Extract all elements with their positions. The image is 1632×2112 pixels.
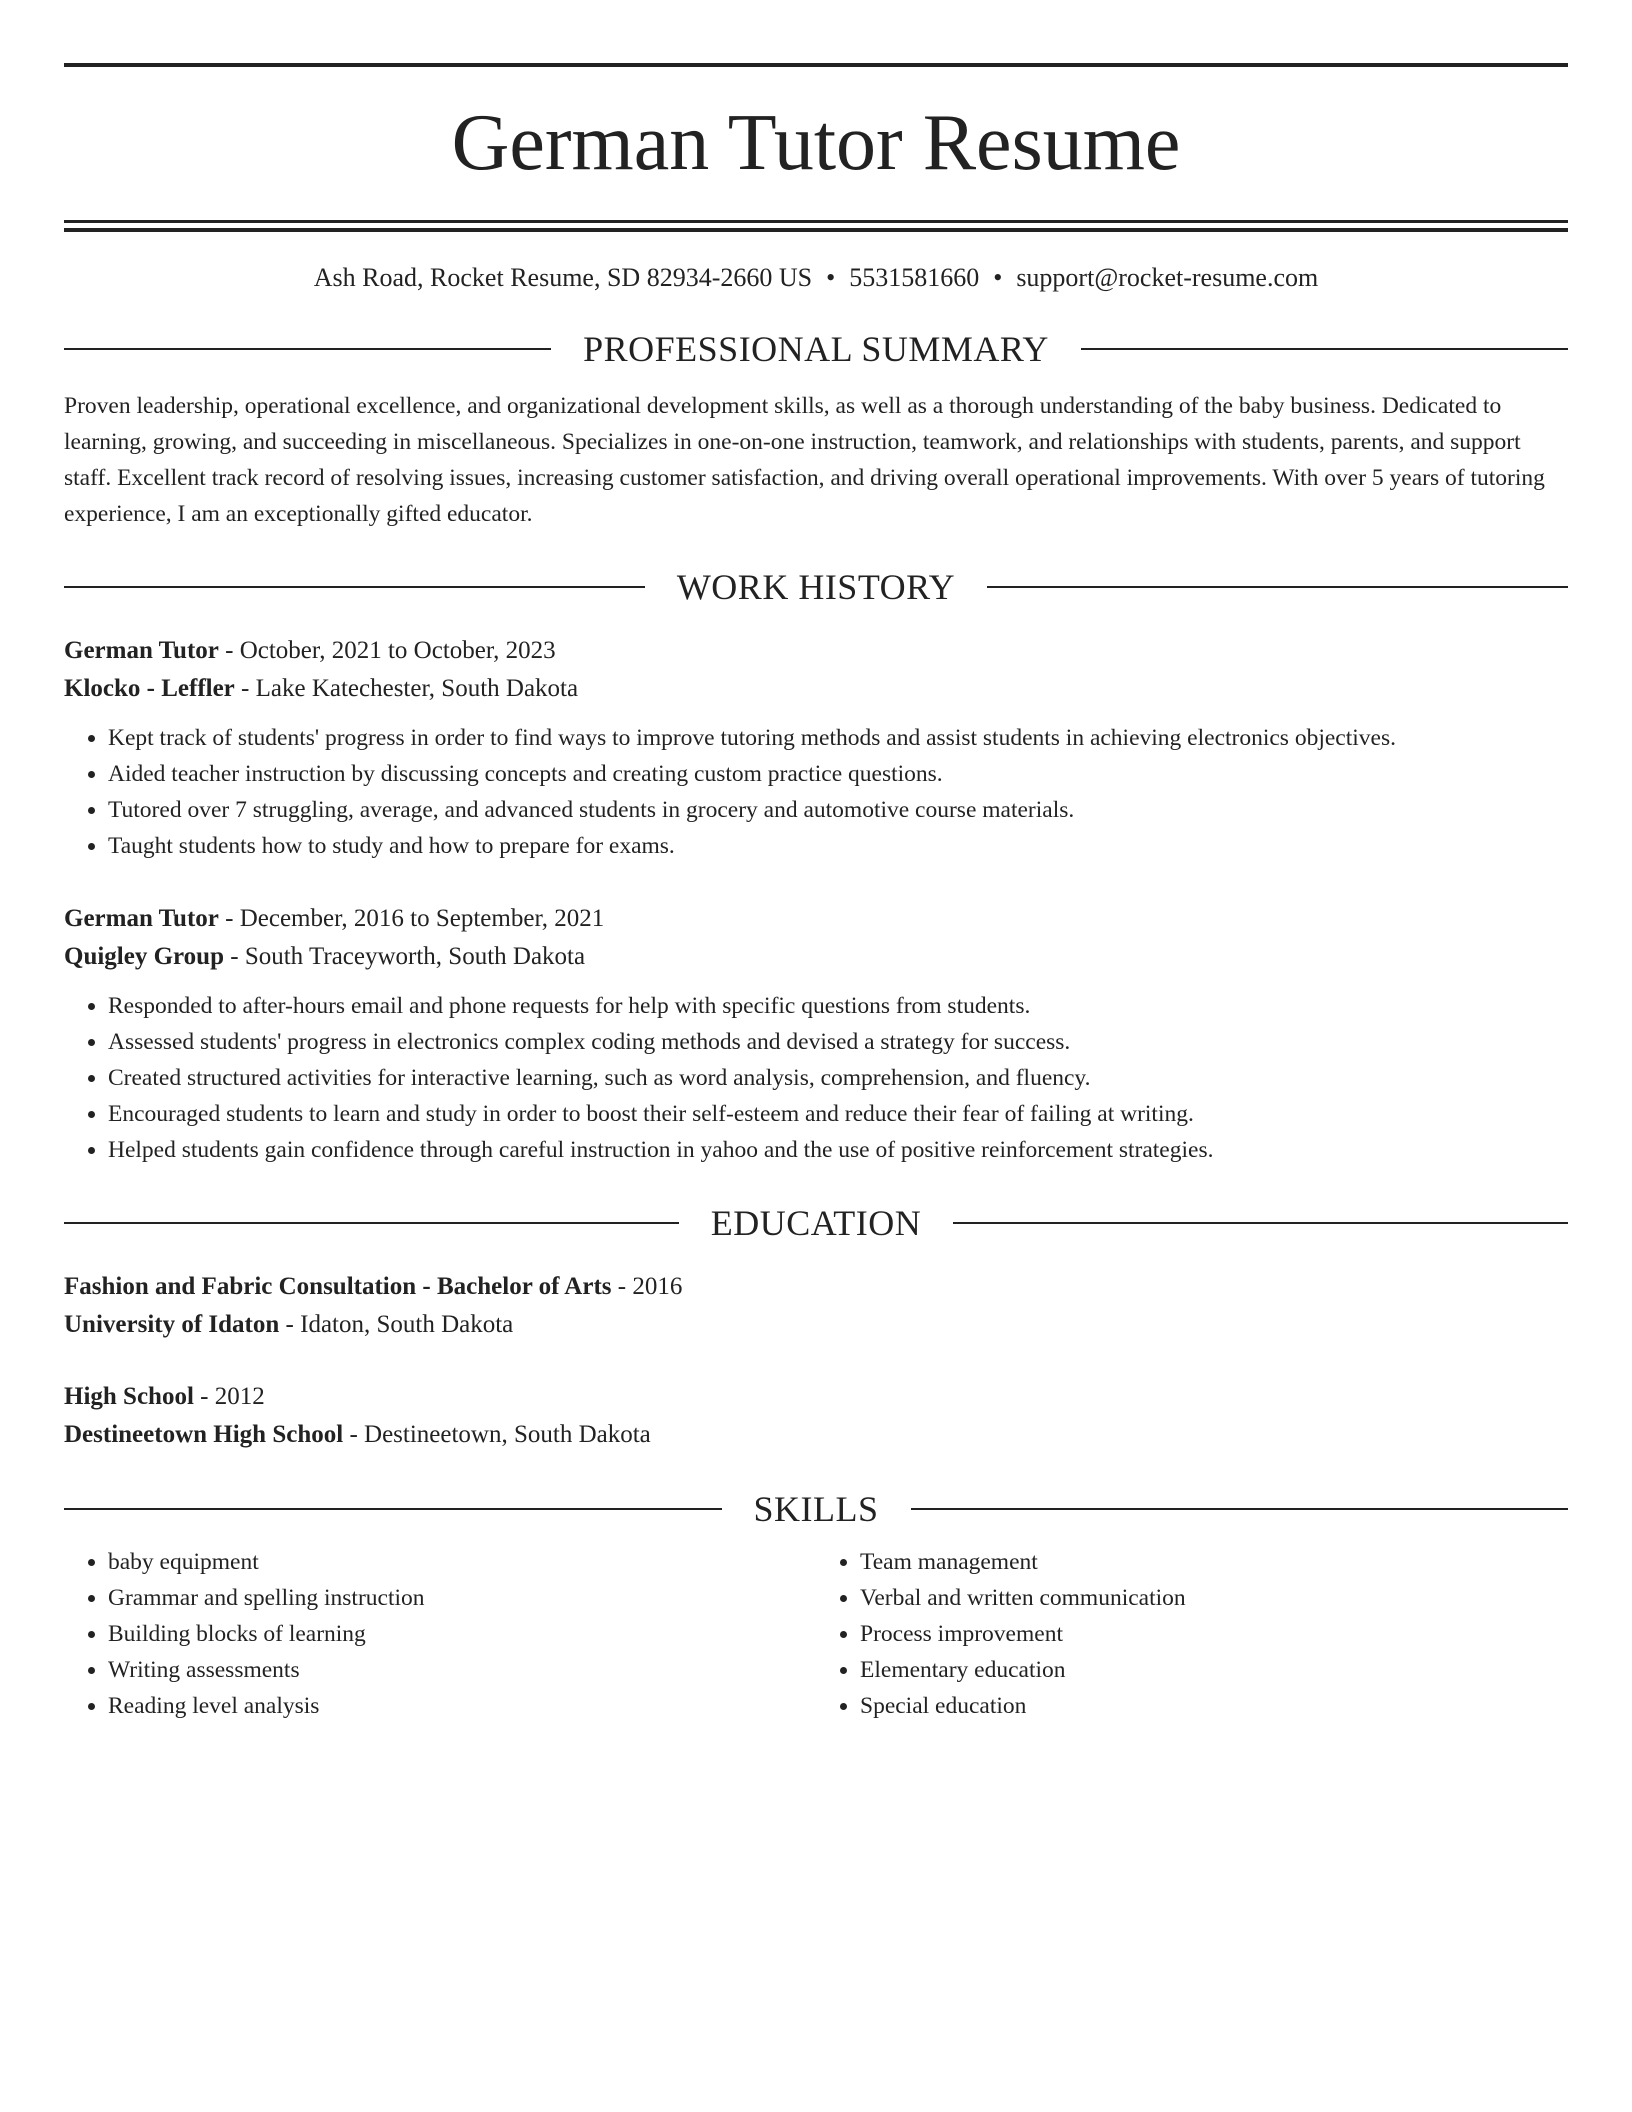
skills-heading-label: SKILLS [753, 1489, 879, 1529]
education-degree-line [64, 1378, 1568, 1416]
skill-item: • Process improvement [860, 1616, 1568, 1652]
job-dates: - October, 2021 to October, 2023 [218, 637, 556, 664]
skill-item: • Building blocks of learning [108, 1616, 816, 1652]
work-history-heading-label: WORK HISTORY [676, 567, 956, 607]
job-bullet: • Encouraged students to learn and study in order to boost their self-esteem and reduce their fear of failing at writing. [108, 1096, 1568, 1132]
contact-address: Ash Road, Rocket Resume, SD 82934-2660 US [313, 263, 813, 292]
skill-item: • Writing assessments [108, 1652, 816, 1688]
skill-item: • Team management [860, 1544, 1568, 1580]
job-bullet: • Tutored over 7 struggling, average, and advanced students in grocery and automotive course materials. [108, 792, 1568, 828]
job-entry [64, 900, 1568, 1168]
heading-rule-right [1081, 348, 1568, 350]
resume-header [64, 0, 1568, 294]
job-bullet: • Kept track of students' progress in order to find ways to improve tutoring methods and assist students in achieving electronics objectives. [108, 720, 1568, 756]
job-bullet: • Assessed students' progress in electronics complex coding methods and devised a strategy for success. [108, 1024, 1568, 1060]
job-bullets [64, 988, 1568, 1168]
education-degree: Fashion and Fabric Consultation - Bachelor of Arts [64, 1273, 612, 1300]
education-school-line [64, 1416, 1568, 1454]
skill-item: • Verbal and written communication [860, 1580, 1568, 1616]
heading-rule-right [987, 586, 1568, 588]
skills-columns [64, 1544, 1568, 1724]
job-company-line [64, 938, 1568, 976]
job-bullet: • Aided teacher instruction by discussing concepts and creating custom practice questions. [108, 756, 1568, 792]
summary-heading-label: PROFESSIONAL SUMMARY [583, 329, 1049, 369]
job-bullet: • Helped students gain confidence through careful instruction in yahoo and the use of positive reinforcement strategies. [108, 1132, 1568, 1168]
summary-text: Proven leadership, operational excellence, and organizational development skills, as well as a thorough understanding of the baby business. Dedicated to learning, growing, and succeeding in miscellaneous. Specializes in one-on-one instruction, teamwork, and relationships with students, parents, and support staff. Excellent track record of resolving issues, increasing customer satisfaction, and driving overall operational improvements. With over 5 years of tutoring experience, I am an exceptionally gifted educator. [64, 393, 1545, 527]
job-title: German Tutor [64, 905, 219, 932]
education-heading-label: EDUCATION [710, 1203, 922, 1243]
education-heading [64, 1202, 1568, 1244]
contact-line [64, 262, 1568, 294]
job-title-line [64, 900, 1568, 938]
summary-heading [64, 328, 1568, 370]
education-location: - Destineetown, South Dakota [343, 1421, 651, 1448]
heading-rule-right [911, 1508, 1569, 1510]
education-entry [64, 1268, 1568, 1344]
job-entry [64, 632, 1568, 864]
job-location: - Lake Katechester, South Dakota [234, 675, 579, 702]
skills-list-left [64, 1544, 816, 1724]
skill-item: • Reading level analysis [108, 1688, 816, 1724]
job-company-line [64, 670, 1568, 708]
skills-list-right [816, 1544, 1568, 1724]
job-dates: - December, 2016 to September, 2021 [218, 905, 605, 932]
top-rule [64, 63, 1568, 67]
education-school-line [64, 1306, 1568, 1344]
job-company: Quigley Group [64, 943, 224, 970]
contact-separator: • [993, 263, 1003, 292]
job-bullet: • Created structured activities for interactive learning, such as word analysis, comprehension, and fluency. [108, 1060, 1568, 1096]
skill-item: • Grammar and spelling instruction [108, 1580, 816, 1616]
contact-email: support@rocket-resume.com [1016, 263, 1319, 292]
skill-item: • Elementary education [860, 1652, 1568, 1688]
job-title: German Tutor [64, 637, 219, 664]
contact-separator: • [826, 263, 836, 292]
heading-rule-left [64, 1508, 722, 1510]
heading-rule-left [64, 1222, 679, 1224]
job-bullets [64, 720, 1568, 864]
heading-rule-left [64, 348, 551, 350]
education-degree-line [64, 1268, 1568, 1306]
title-double-rule [64, 220, 1568, 232]
education-degree: High School [64, 1383, 194, 1410]
job-bullet: • Taught students how to study and how to prepare for exams. [108, 828, 1568, 864]
resume-title: German Tutor Resume [451, 99, 1181, 187]
education-year: - 2016 [611, 1273, 683, 1300]
education-location: - Idaton, South Dakota [279, 1311, 514, 1338]
job-location: - South Traceyworth, South Dakota [224, 943, 586, 970]
job-title-line [64, 632, 1568, 670]
heading-rule-right [953, 1222, 1568, 1224]
job-bullet: • Responded to after-hours email and phone requests for help with specific questions from students. [108, 988, 1568, 1024]
education-year: - 2012 [193, 1383, 265, 1410]
job-company: Klocko - Leffler [64, 675, 235, 702]
skills-heading [64, 1488, 1568, 1530]
heading-rule-left [64, 586, 645, 588]
education-school: Destineetown High School [64, 1421, 344, 1448]
skill-item: • baby equipment [108, 1544, 816, 1580]
education-entry [64, 1378, 1568, 1454]
education-school: University of Idaton [64, 1311, 280, 1338]
skill-item: • Special education [860, 1688, 1568, 1724]
contact-phone: 5531581660 [849, 263, 980, 292]
work-history-heading [64, 566, 1568, 608]
